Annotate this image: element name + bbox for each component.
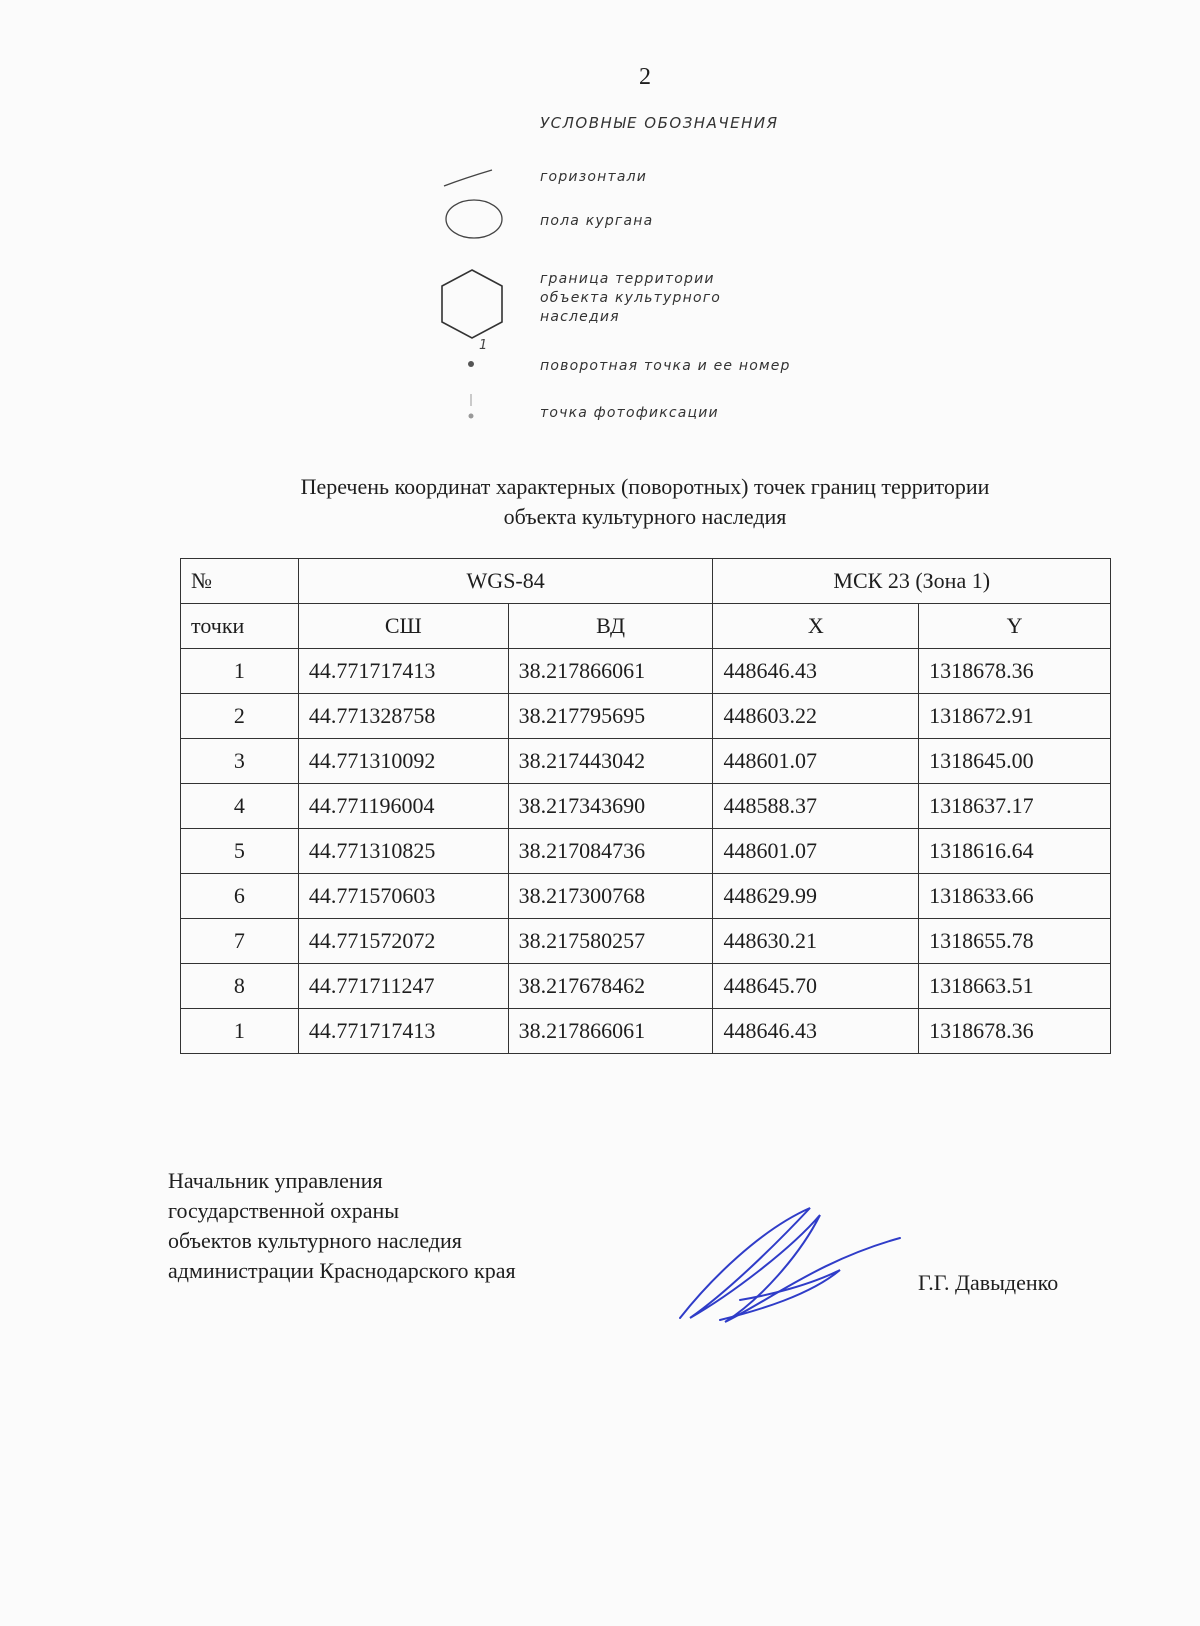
cell-longitude: 38.217580257 [508,919,713,964]
table-subheader-row [181,604,1111,649]
cell-latitude: 44.771711247 [298,964,508,1009]
cell-longitude: 38.217866061 [508,649,713,694]
cell-longitude: 38.217866061 [508,1009,713,1054]
cell-x: 448629.99 [713,874,919,919]
cell-x: 448646.43 [713,649,919,694]
cell-longitude: 38.217678462 [508,964,713,1009]
legend-label-boundary-line2: объекта культурного [540,290,722,306]
header-y: Y [919,604,1111,649]
cell-latitude: 44.771717413 [298,649,508,694]
photo-point-icon [462,390,492,426]
handwritten-signature [670,1200,910,1330]
document-heading [180,472,1110,532]
legend-label-mound: пола кургана [540,213,654,229]
cell-latitude: 44.771196004 [298,784,508,829]
cell-point-no: 3 [181,739,299,784]
table-header-row [181,559,1111,604]
hexagon-boundary-icon [436,266,508,342]
cell-latitude: 44.771572072 [298,919,508,964]
cell-point-no: 6 [181,874,299,919]
heading-line-1: Перечень координат характерных (поворотных) точек границ территории [300,474,990,499]
cell-longitude: 38.217300768 [508,874,713,919]
cell-latitude: 44.771310825 [298,829,508,874]
cell-latitude: 44.771328758 [298,694,508,739]
heading-line-2: объекта культурного наследия [503,504,787,529]
turning-point-number: 1 [479,338,488,353]
table-row [181,694,1111,739]
table-row [181,829,1111,874]
cell-point-no: 7 [181,919,299,964]
cell-y: 1318616.64 [919,829,1111,874]
cell-longitude: 38.217084736 [508,829,713,874]
table-row [181,649,1111,694]
header-x: X [713,604,919,649]
header-point-label: точки [181,604,299,649]
cell-point-no: 5 [181,829,299,874]
cell-longitude: 38.217443042 [508,739,713,784]
legend-title: УСЛОВНЫЕ ОБОЗНАЧЕНИЯ [540,114,779,132]
legend-label-boundary [540,270,721,327]
cell-point-no: 8 [181,964,299,1009]
cell-x: 448603.22 [713,694,919,739]
cell-point-no: 1 [181,1009,299,1054]
cell-y: 1318663.51 [919,964,1111,1009]
cell-latitude: 44.771717413 [298,1009,508,1054]
cell-x: 448630.21 [713,919,919,964]
cell-point-no: 4 [181,784,299,829]
contour-line-icon [440,164,500,194]
legend-label-turning-point: поворотная точка и ее номер [540,358,791,374]
legend-label-boundary-line1: граница территории [540,271,715,287]
cell-y: 1318645.00 [919,739,1111,784]
cell-latitude: 44.771310092 [298,739,508,784]
cell-x: 448601.07 [713,829,919,874]
cell-y: 1318637.17 [919,784,1111,829]
cell-x: 448645.70 [713,964,919,1009]
header-wgs84: WGS-84 [298,559,713,604]
header-latitude: СШ [298,604,508,649]
signatory-title-line4: администрации Краснодарского края [168,1258,516,1283]
table-row [181,784,1111,829]
table-row [181,1009,1111,1054]
cell-x: 448646.43 [713,1009,919,1054]
cell-x: 448588.37 [713,784,919,829]
signatory-title-line1: Начальник управления [168,1168,383,1193]
cell-longitude: 38.217795695 [508,694,713,739]
table-row [181,739,1111,784]
cell-y: 1318655.78 [919,919,1111,964]
table-row [181,964,1111,1009]
signatory-name: Г.Г. Давыденко [918,1270,1059,1295]
header-longitude: ВД [508,604,713,649]
page-number: 2 [639,64,651,90]
header-msk23: МСК 23 (Зона 1) [713,559,1111,604]
legend-label-boundary-line3: наследия [540,309,620,325]
signatory-title-line3: объектов культурного наследия [168,1228,462,1253]
cell-latitude: 44.771570603 [298,874,508,919]
header-point-no: № [181,559,299,604]
turning-point-icon [462,340,492,370]
cell-longitude: 38.217343690 [508,784,713,829]
legend-label-photo-point: точка фотофиксации [540,405,719,421]
table-row [181,919,1111,964]
cell-y: 1318678.36 [919,649,1111,694]
signatory-title [168,1166,516,1286]
legend-label-contours: горизонтали [540,169,648,185]
cell-point-no: 2 [181,694,299,739]
cell-point-no: 1 [181,649,299,694]
cell-y: 1318672.91 [919,694,1111,739]
signatory-title-line2: государственной охраны [168,1198,400,1223]
coordinates-table [180,558,1111,1054]
cell-y: 1318678.36 [919,1009,1111,1054]
table-row [181,874,1111,919]
cell-x: 448601.07 [713,739,919,784]
cell-y: 1318633.66 [919,874,1111,919]
mound-floor-ellipse-icon [442,196,506,242]
